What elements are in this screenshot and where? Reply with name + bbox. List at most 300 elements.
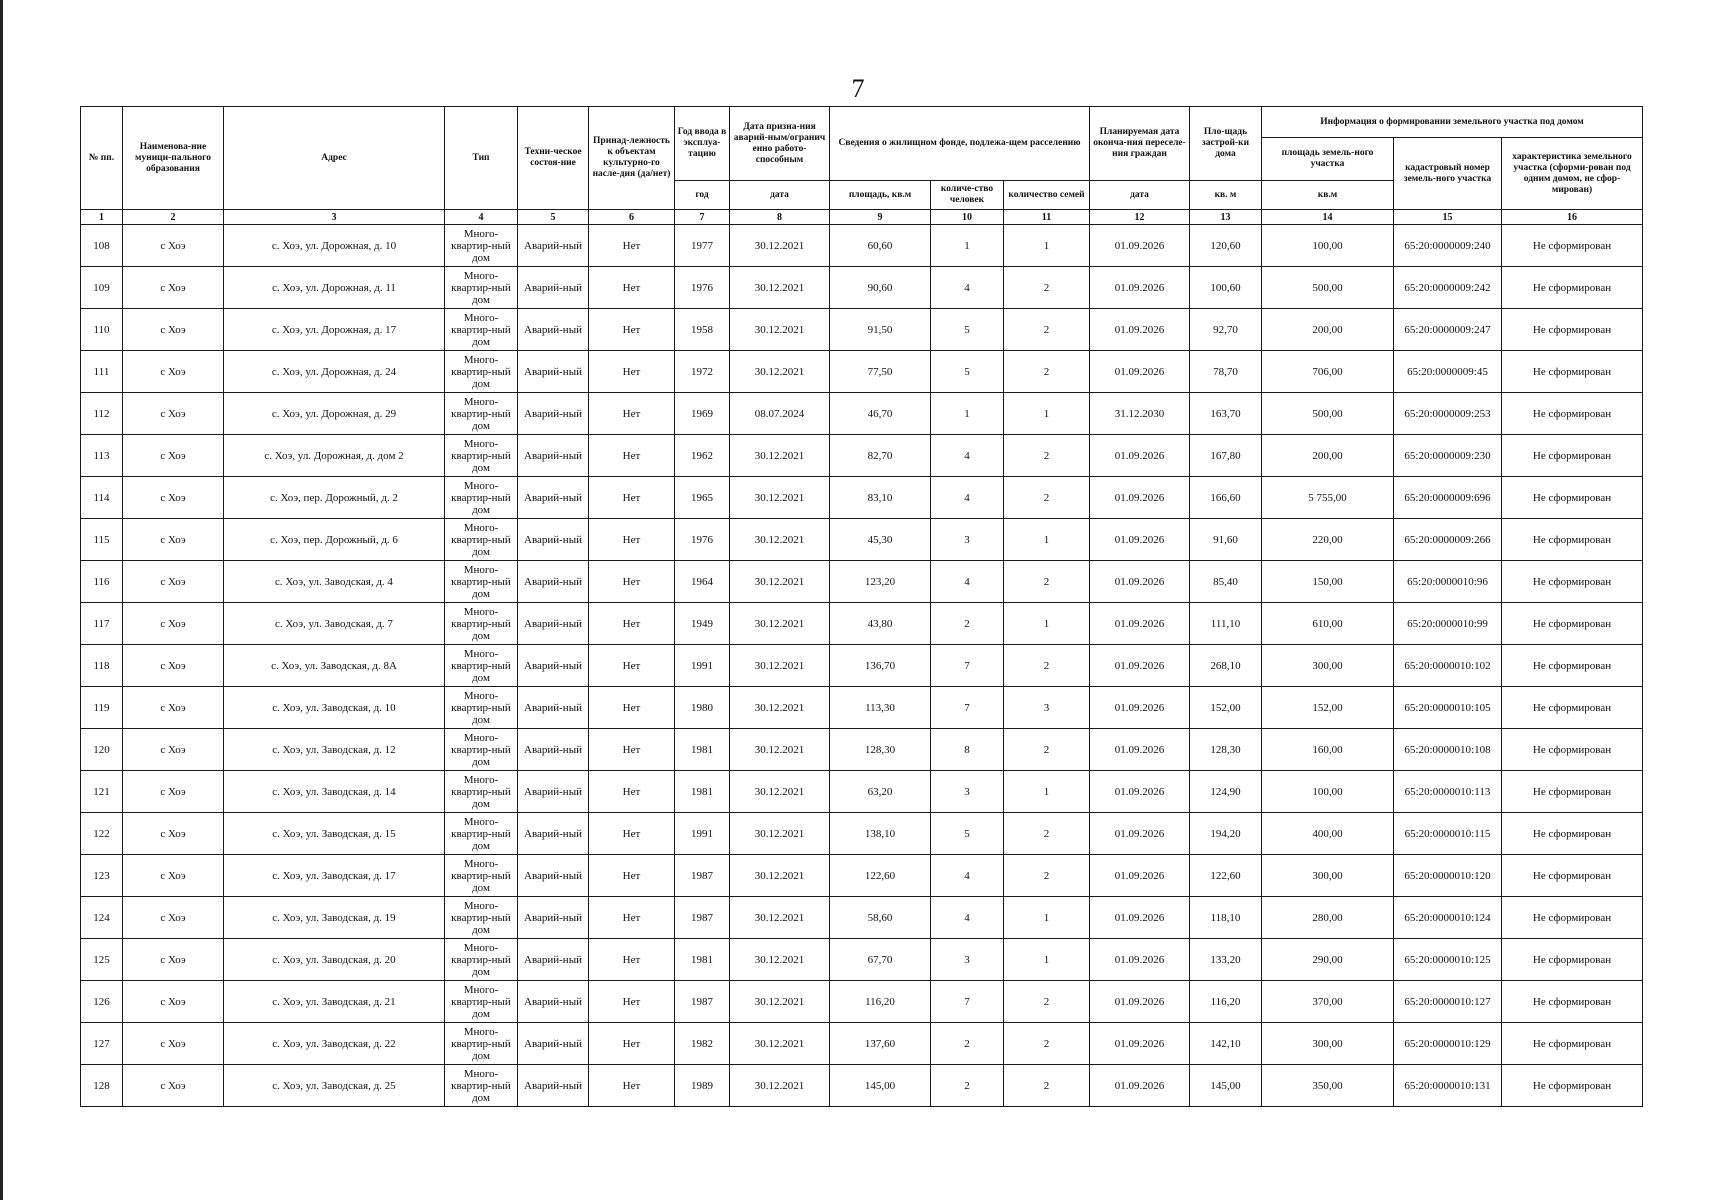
date-cell: 30.12.2021 bbox=[730, 519, 830, 561]
table-row bbox=[81, 519, 1643, 561]
municipality-cell: с Хоэ bbox=[123, 393, 224, 435]
land-character-cell: Не сформирован bbox=[1502, 1065, 1643, 1107]
type-cell: Много-квартир-ный дом bbox=[445, 477, 518, 519]
built-area-cell: 145,00 bbox=[1190, 1065, 1262, 1107]
built-area-cell: 118,10 bbox=[1190, 897, 1262, 939]
type-cell: Много-квартир-ный дом bbox=[445, 813, 518, 855]
address-cell: с. Хоэ, ул. Заводская, д. 14 bbox=[224, 771, 445, 813]
table-row bbox=[81, 561, 1643, 603]
year-cell: 1987 bbox=[675, 897, 730, 939]
built-area-cell: 166,60 bbox=[1190, 477, 1262, 519]
land-area-cell: 290,00 bbox=[1262, 939, 1394, 981]
municipality-cell: с Хоэ bbox=[123, 981, 224, 1023]
heritage-cell: Нет bbox=[589, 267, 675, 309]
table-row bbox=[81, 981, 1643, 1023]
column-number: 13 bbox=[1190, 210, 1262, 225]
people-count-cell: 1 bbox=[931, 225, 1004, 267]
cadastral-number-cell: 65:20:0000010:124 bbox=[1394, 897, 1502, 939]
cadastral-number-cell: 65:20:0000009:240 bbox=[1394, 225, 1502, 267]
municipality-cell: с Хоэ bbox=[123, 351, 224, 393]
header-built-group: Пло-щадь застрой-ки дома bbox=[1190, 107, 1262, 181]
address-cell: с. Хоэ, ул. Дорожная, д. 17 bbox=[224, 309, 445, 351]
column-number: 2 bbox=[123, 210, 224, 225]
cadastral-number-cell: 65:20:0000010:115 bbox=[1394, 813, 1502, 855]
resettlement-register-table bbox=[80, 106, 1643, 1107]
built-area-cell: 78,70 bbox=[1190, 351, 1262, 393]
row-number: 116 bbox=[81, 561, 123, 603]
year-cell: 1980 bbox=[675, 687, 730, 729]
families-count-cell: 2 bbox=[1004, 351, 1090, 393]
housing-area-cell: 123,20 bbox=[830, 561, 931, 603]
housing-area-cell: 90,60 bbox=[830, 267, 931, 309]
built-area-cell: 91,60 bbox=[1190, 519, 1262, 561]
year-cell: 1987 bbox=[675, 981, 730, 1023]
row-number: 118 bbox=[81, 645, 123, 687]
families-count-cell: 1 bbox=[1004, 897, 1090, 939]
date-cell: 30.12.2021 bbox=[730, 645, 830, 687]
header-housing-group: Сведения о жилищном фонде, подлежа-щем расселению bbox=[830, 107, 1090, 181]
date-cell: 30.12.2021 bbox=[730, 855, 830, 897]
column-number: 12 bbox=[1090, 210, 1190, 225]
planned-date-cell: 01.09.2026 bbox=[1090, 771, 1190, 813]
built-area-cell: 116,20 bbox=[1190, 981, 1262, 1023]
type-cell: Много-квартир-ный дом bbox=[445, 267, 518, 309]
land-character-cell: Не сформирован bbox=[1502, 813, 1643, 855]
land-character-cell: Не сформирован bbox=[1502, 603, 1643, 645]
column-number: 1 bbox=[81, 210, 123, 225]
address-cell: с. Хоэ, ул. Заводская, д. 15 bbox=[224, 813, 445, 855]
families-count-cell: 3 bbox=[1004, 687, 1090, 729]
date-cell: 30.12.2021 bbox=[730, 267, 830, 309]
heritage-cell: Нет bbox=[589, 855, 675, 897]
tech-state-cell: Аварий-ный bbox=[518, 645, 589, 687]
address-cell: с. Хоэ, ул. Заводская, д. 21 bbox=[224, 981, 445, 1023]
year-cell: 1991 bbox=[675, 813, 730, 855]
cadastral-number-cell: 65:20:0000009:266 bbox=[1394, 519, 1502, 561]
people-count-cell: 4 bbox=[931, 435, 1004, 477]
families-count-cell: 2 bbox=[1004, 813, 1090, 855]
row-number: 117 bbox=[81, 603, 123, 645]
land-character-cell: Не сформирован bbox=[1502, 477, 1643, 519]
row-number: 127 bbox=[81, 1023, 123, 1065]
tech-state-cell: Аварий-ный bbox=[518, 477, 589, 519]
column-number: 15 bbox=[1394, 210, 1502, 225]
housing-area-cell: 136,70 bbox=[830, 645, 931, 687]
header-land-area: площадь земель-ного участка bbox=[1262, 138, 1394, 181]
date-cell: 30.12.2021 bbox=[730, 939, 830, 981]
municipality-cell: с Хоэ bbox=[123, 645, 224, 687]
families-count-cell: 2 bbox=[1004, 267, 1090, 309]
address-cell: с. Хоэ, ул. Заводская, д. 12 bbox=[224, 729, 445, 771]
type-cell: Много-квартир-ный дом bbox=[445, 981, 518, 1023]
housing-area-cell: 138,10 bbox=[830, 813, 931, 855]
heritage-cell: Нет bbox=[589, 645, 675, 687]
tech-state-cell: Аварий-ный bbox=[518, 267, 589, 309]
type-cell: Много-квартир-ный дом bbox=[445, 561, 518, 603]
year-cell: 1964 bbox=[675, 561, 730, 603]
planned-date-cell: 01.09.2026 bbox=[1090, 267, 1190, 309]
header-address: Адрес bbox=[224, 107, 445, 210]
people-count-cell: 7 bbox=[931, 645, 1004, 687]
planned-date-cell: 01.09.2026 bbox=[1090, 939, 1190, 981]
planned-date-cell: 01.09.2026 bbox=[1090, 1065, 1190, 1107]
row-number: 121 bbox=[81, 771, 123, 813]
cadastral-number-cell: 65:20:0000010:125 bbox=[1394, 939, 1502, 981]
row-number: 119 bbox=[81, 687, 123, 729]
municipality-cell: с Хоэ bbox=[123, 687, 224, 729]
table-row bbox=[81, 309, 1643, 351]
people-count-cell: 4 bbox=[931, 897, 1004, 939]
built-area-cell: 92,70 bbox=[1190, 309, 1262, 351]
cadastral-number-cell: 65:20:0000009:242 bbox=[1394, 267, 1502, 309]
land-character-cell: Не сформирован bbox=[1502, 1023, 1643, 1065]
planned-date-cell: 01.09.2026 bbox=[1090, 1023, 1190, 1065]
row-number: 108 bbox=[81, 225, 123, 267]
cadastral-number-cell: 65:20:0000010:129 bbox=[1394, 1023, 1502, 1065]
land-area-cell: 500,00 bbox=[1262, 267, 1394, 309]
municipality-cell: с Хоэ bbox=[123, 603, 224, 645]
column-number: 10 bbox=[931, 210, 1004, 225]
housing-area-cell: 63,20 bbox=[830, 771, 931, 813]
families-count-cell: 2 bbox=[1004, 477, 1090, 519]
people-count-cell: 3 bbox=[931, 771, 1004, 813]
type-cell: Много-квартир-ный дом bbox=[445, 645, 518, 687]
date-cell: 30.12.2021 bbox=[730, 687, 830, 729]
address-cell: с. Хоэ, пер. Дорожный, д. 6 bbox=[224, 519, 445, 561]
land-area-cell: 150,00 bbox=[1262, 561, 1394, 603]
address-cell: с. Хоэ, ул. Дорожная, д. 24 bbox=[224, 351, 445, 393]
address-cell: с. Хоэ, ул. Заводская, д. 7 bbox=[224, 603, 445, 645]
year-cell: 1949 bbox=[675, 603, 730, 645]
land-area-cell: 300,00 bbox=[1262, 645, 1394, 687]
table-row bbox=[81, 813, 1643, 855]
built-area-cell: 111,10 bbox=[1190, 603, 1262, 645]
type-cell: Много-квартир-ный дом bbox=[445, 519, 518, 561]
cadastral-number-cell: 65:20:0000009:45 bbox=[1394, 351, 1502, 393]
land-area-cell: 100,00 bbox=[1262, 225, 1394, 267]
column-number: 14 bbox=[1262, 210, 1394, 225]
row-number: 124 bbox=[81, 897, 123, 939]
built-area-cell: 268,10 bbox=[1190, 645, 1262, 687]
date-cell: 30.12.2021 bbox=[730, 351, 830, 393]
people-count-cell: 2 bbox=[931, 603, 1004, 645]
heritage-cell: Нет bbox=[589, 1065, 675, 1107]
land-area-cell: 220,00 bbox=[1262, 519, 1394, 561]
date-cell: 30.12.2021 bbox=[730, 603, 830, 645]
address-cell: с. Хоэ, ул. Заводская, д. 22 bbox=[224, 1023, 445, 1065]
heritage-cell: Нет bbox=[589, 351, 675, 393]
planned-date-cell: 01.09.2026 bbox=[1090, 897, 1190, 939]
land-character-cell: Не сформирован bbox=[1502, 645, 1643, 687]
header-heritage: Принад-лежность к объектам культурно-го насле-дия (да/нет) bbox=[589, 107, 675, 210]
families-count-cell: 1 bbox=[1004, 603, 1090, 645]
tech-state-cell: Аварий-ный bbox=[518, 687, 589, 729]
type-cell: Много-квартир-ный дом bbox=[445, 1065, 518, 1107]
header-municipality: Наименова-ние муници-пального образования bbox=[123, 107, 224, 210]
land-area-cell: 610,00 bbox=[1262, 603, 1394, 645]
built-area-cell: 194,20 bbox=[1190, 813, 1262, 855]
tech-state-cell: Аварий-ный bbox=[518, 1065, 589, 1107]
column-number: 8 bbox=[730, 210, 830, 225]
header-date-group: Дата призна-ния аварий-ным/огранич енно работо-способным bbox=[730, 107, 830, 181]
year-cell: 1987 bbox=[675, 855, 730, 897]
land-character-cell: Не сформирован bbox=[1502, 897, 1643, 939]
heritage-cell: Нет bbox=[589, 1023, 675, 1065]
heritage-cell: Нет bbox=[589, 477, 675, 519]
land-character-cell: Не сформирован bbox=[1502, 771, 1643, 813]
tech-state-cell: Аварий-ный bbox=[518, 309, 589, 351]
planned-date-cell: 01.09.2026 bbox=[1090, 603, 1190, 645]
cadastral-number-cell: 65:20:0000010:131 bbox=[1394, 1065, 1502, 1107]
tech-state-cell: Аварий-ный bbox=[518, 435, 589, 477]
housing-area-cell: 67,70 bbox=[830, 939, 931, 981]
people-count-cell: 5 bbox=[931, 813, 1004, 855]
land-area-cell: 300,00 bbox=[1262, 1023, 1394, 1065]
housing-area-cell: 46,70 bbox=[830, 393, 931, 435]
land-area-cell: 370,00 bbox=[1262, 981, 1394, 1023]
header-land-group: Информация о формировании земельного участка под домом bbox=[1262, 107, 1643, 138]
header-built-sub: кв. м bbox=[1190, 181, 1262, 210]
built-area-cell: 124,90 bbox=[1190, 771, 1262, 813]
built-area-cell: 85,40 bbox=[1190, 561, 1262, 603]
cadastral-number-cell: 65:20:0000010:96 bbox=[1394, 561, 1502, 603]
people-count-cell: 7 bbox=[931, 981, 1004, 1023]
housing-area-cell: 58,60 bbox=[830, 897, 931, 939]
table-row bbox=[81, 939, 1643, 981]
families-count-cell: 1 bbox=[1004, 225, 1090, 267]
built-area-cell: 142,10 bbox=[1190, 1023, 1262, 1065]
address-cell: с. Хоэ, ул. Заводская, д. 17 bbox=[224, 855, 445, 897]
column-number: 7 bbox=[675, 210, 730, 225]
built-area-cell: 128,30 bbox=[1190, 729, 1262, 771]
families-count-cell: 2 bbox=[1004, 645, 1090, 687]
year-cell: 1969 bbox=[675, 393, 730, 435]
tech-state-cell: Аварий-ный bbox=[518, 939, 589, 981]
address-cell: с. Хоэ, ул. Дорожная, д. 10 bbox=[224, 225, 445, 267]
header-date-sub: дата bbox=[730, 181, 830, 210]
date-cell: 30.12.2021 bbox=[730, 1065, 830, 1107]
built-area-cell: 133,20 bbox=[1190, 939, 1262, 981]
row-number: 109 bbox=[81, 267, 123, 309]
tech-state-cell: Аварий-ный bbox=[518, 603, 589, 645]
type-cell: Много-квартир-ный дом bbox=[445, 351, 518, 393]
address-cell: с. Хоэ, ул. Заводская, д. 25 bbox=[224, 1065, 445, 1107]
address-cell: с. Хоэ, ул. Дорожная, д. дом 2 bbox=[224, 435, 445, 477]
families-count-cell: 2 bbox=[1004, 855, 1090, 897]
year-cell: 1972 bbox=[675, 351, 730, 393]
header-type: Тип bbox=[445, 107, 518, 210]
address-cell: с. Хоэ, ул. Заводская, д. 8А bbox=[224, 645, 445, 687]
heritage-cell: Нет bbox=[589, 897, 675, 939]
cadastral-number-cell: 65:20:0000009:253 bbox=[1394, 393, 1502, 435]
table-body bbox=[81, 225, 1643, 1107]
year-cell: 1976 bbox=[675, 267, 730, 309]
housing-area-cell: 45,30 bbox=[830, 519, 931, 561]
heritage-cell: Нет bbox=[589, 435, 675, 477]
land-character-cell: Не сформирован bbox=[1502, 435, 1643, 477]
date-cell: 30.12.2021 bbox=[730, 771, 830, 813]
type-cell: Много-квартир-ный дом bbox=[445, 225, 518, 267]
table-row bbox=[81, 267, 1643, 309]
families-count-cell: 1 bbox=[1004, 939, 1090, 981]
table-row bbox=[81, 687, 1643, 729]
people-count-cell: 4 bbox=[931, 477, 1004, 519]
type-cell: Много-квартир-ный дом bbox=[445, 897, 518, 939]
row-number: 126 bbox=[81, 981, 123, 1023]
heritage-cell: Нет bbox=[589, 309, 675, 351]
type-cell: Много-квартир-ный дом bbox=[445, 309, 518, 351]
land-character-cell: Не сформирован bbox=[1502, 687, 1643, 729]
municipality-cell: с Хоэ bbox=[123, 1065, 224, 1107]
planned-date-cell: 01.09.2026 bbox=[1090, 477, 1190, 519]
scan-left-edge bbox=[0, 0, 3, 1200]
municipality-cell: с Хоэ bbox=[123, 939, 224, 981]
municipality-cell: с Хоэ bbox=[123, 477, 224, 519]
heritage-cell: Нет bbox=[589, 519, 675, 561]
municipality-cell: с Хоэ bbox=[123, 729, 224, 771]
header-planned-sub: дата bbox=[1090, 181, 1190, 210]
tech-state-cell: Аварий-ный bbox=[518, 855, 589, 897]
year-cell: 1962 bbox=[675, 435, 730, 477]
date-cell: 30.12.2021 bbox=[730, 309, 830, 351]
tech-state-cell: Аварий-ный bbox=[518, 351, 589, 393]
tech-state-cell: Аварий-ный bbox=[518, 897, 589, 939]
header-land-character: характеристика земельного участка (сформи-рован под одним домом, не сфор-мирован) bbox=[1502, 138, 1643, 210]
planned-date-cell: 31.12.2030 bbox=[1090, 393, 1190, 435]
housing-area-cell: 116,20 bbox=[830, 981, 931, 1023]
planned-date-cell: 01.09.2026 bbox=[1090, 855, 1190, 897]
housing-area-cell: 128,30 bbox=[830, 729, 931, 771]
people-count-cell: 7 bbox=[931, 687, 1004, 729]
people-count-cell: 8 bbox=[931, 729, 1004, 771]
type-cell: Много-квартир-ный дом bbox=[445, 687, 518, 729]
year-cell: 1989 bbox=[675, 1065, 730, 1107]
address-cell: с. Хоэ, ул. Дорожная, д. 29 bbox=[224, 393, 445, 435]
land-character-cell: Не сформирован bbox=[1502, 561, 1643, 603]
housing-area-cell: 122,60 bbox=[830, 855, 931, 897]
column-number: 16 bbox=[1502, 210, 1643, 225]
table-row bbox=[81, 1023, 1643, 1065]
land-area-cell: 500,00 bbox=[1262, 393, 1394, 435]
cadastral-number-cell: 65:20:0000010:108 bbox=[1394, 729, 1502, 771]
heritage-cell: Нет bbox=[589, 729, 675, 771]
land-area-cell: 100,00 bbox=[1262, 771, 1394, 813]
land-character-cell: Не сформирован bbox=[1502, 855, 1643, 897]
cadastral-number-cell: 65:20:0000010:99 bbox=[1394, 603, 1502, 645]
cadastral-number-cell: 65:20:0000010:105 bbox=[1394, 687, 1502, 729]
type-cell: Много-квартир-ный дом bbox=[445, 1023, 518, 1065]
housing-area-cell: 83,10 bbox=[830, 477, 931, 519]
built-area-cell: 152,00 bbox=[1190, 687, 1262, 729]
address-cell: с. Хоэ, ул. Дорожная, д. 11 bbox=[224, 267, 445, 309]
tech-state-cell: Аварий-ный bbox=[518, 771, 589, 813]
tech-state-cell: Аварий-ный bbox=[518, 981, 589, 1023]
tech-state-cell: Аварий-ный bbox=[518, 561, 589, 603]
type-cell: Много-квартир-ный дом bbox=[445, 603, 518, 645]
municipality-cell: с Хоэ bbox=[123, 897, 224, 939]
address-cell: с. Хоэ, ул. Заводская, д. 4 bbox=[224, 561, 445, 603]
land-area-cell: 280,00 bbox=[1262, 897, 1394, 939]
heritage-cell: Нет bbox=[589, 813, 675, 855]
planned-date-cell: 01.09.2026 bbox=[1090, 561, 1190, 603]
tech-state-cell: Аварий-ный bbox=[518, 519, 589, 561]
families-count-cell: 1 bbox=[1004, 771, 1090, 813]
column-number: 4 bbox=[445, 210, 518, 225]
families-count-cell: 1 bbox=[1004, 519, 1090, 561]
column-number: 9 bbox=[830, 210, 931, 225]
type-cell: Много-квартир-ный дом bbox=[445, 729, 518, 771]
row-number: 110 bbox=[81, 309, 123, 351]
municipality-cell: с Хоэ bbox=[123, 771, 224, 813]
municipality-cell: с Хоэ bbox=[123, 309, 224, 351]
land-area-cell: 5 755,00 bbox=[1262, 477, 1394, 519]
families-count-cell: 2 bbox=[1004, 1065, 1090, 1107]
year-cell: 1991 bbox=[675, 645, 730, 687]
municipality-cell: с Хоэ bbox=[123, 561, 224, 603]
tech-state-cell: Аварий-ный bbox=[518, 393, 589, 435]
municipality-cell: с Хоэ bbox=[123, 435, 224, 477]
header-year-sub: год bbox=[675, 181, 730, 210]
municipality-cell: с Хоэ bbox=[123, 225, 224, 267]
municipality-cell: с Хоэ bbox=[123, 813, 224, 855]
row-number: 111 bbox=[81, 351, 123, 393]
header-housing-area: площадь, кв.м bbox=[830, 181, 931, 210]
row-number: 114 bbox=[81, 477, 123, 519]
people-count-cell: 5 bbox=[931, 309, 1004, 351]
planned-date-cell: 01.09.2026 bbox=[1090, 981, 1190, 1023]
column-number: 6 bbox=[589, 210, 675, 225]
people-count-cell: 3 bbox=[931, 519, 1004, 561]
housing-area-cell: 43,80 bbox=[830, 603, 931, 645]
families-count-cell: 2 bbox=[1004, 981, 1090, 1023]
row-number: 112 bbox=[81, 393, 123, 435]
municipality-cell: с Хоэ bbox=[123, 1023, 224, 1065]
header-housing-families: количество семей bbox=[1004, 181, 1090, 210]
row-number: 125 bbox=[81, 939, 123, 981]
table-row bbox=[81, 393, 1643, 435]
land-character-cell: Не сформирован bbox=[1502, 351, 1643, 393]
header-land-area-unit: кв.м bbox=[1262, 181, 1394, 210]
housing-area-cell: 91,50 bbox=[830, 309, 931, 351]
tech-state-cell: Аварий-ный bbox=[518, 813, 589, 855]
housing-area-cell: 77,50 bbox=[830, 351, 931, 393]
land-area-cell: 200,00 bbox=[1262, 435, 1394, 477]
land-character-cell: Не сформирован bbox=[1502, 519, 1643, 561]
housing-area-cell: 82,70 bbox=[830, 435, 931, 477]
people-count-cell: 4 bbox=[931, 267, 1004, 309]
planned-date-cell: 01.09.2026 bbox=[1090, 519, 1190, 561]
header-num: № пп. bbox=[81, 107, 123, 210]
families-count-cell: 2 bbox=[1004, 309, 1090, 351]
people-count-cell: 2 bbox=[931, 1023, 1004, 1065]
date-cell: 30.12.2021 bbox=[730, 981, 830, 1023]
built-area-cell: 167,80 bbox=[1190, 435, 1262, 477]
address-cell: с. Хоэ, пер. Дорожный, д. 2 bbox=[224, 477, 445, 519]
cadastral-number-cell: 65:20:0000010:127 bbox=[1394, 981, 1502, 1023]
year-cell: 1965 bbox=[675, 477, 730, 519]
table-row bbox=[81, 225, 1643, 267]
planned-date-cell: 01.09.2026 bbox=[1090, 309, 1190, 351]
table-row bbox=[81, 1065, 1643, 1107]
housing-area-cell: 60,60 bbox=[830, 225, 931, 267]
type-cell: Много-квартир-ный дом bbox=[445, 855, 518, 897]
table-row bbox=[81, 897, 1643, 939]
families-count-cell: 2 bbox=[1004, 435, 1090, 477]
land-character-cell: Не сформирован bbox=[1502, 729, 1643, 771]
address-cell: с. Хоэ, ул. Заводская, д. 10 bbox=[224, 687, 445, 729]
table-row bbox=[81, 855, 1643, 897]
planned-date-cell: 01.09.2026 bbox=[1090, 687, 1190, 729]
